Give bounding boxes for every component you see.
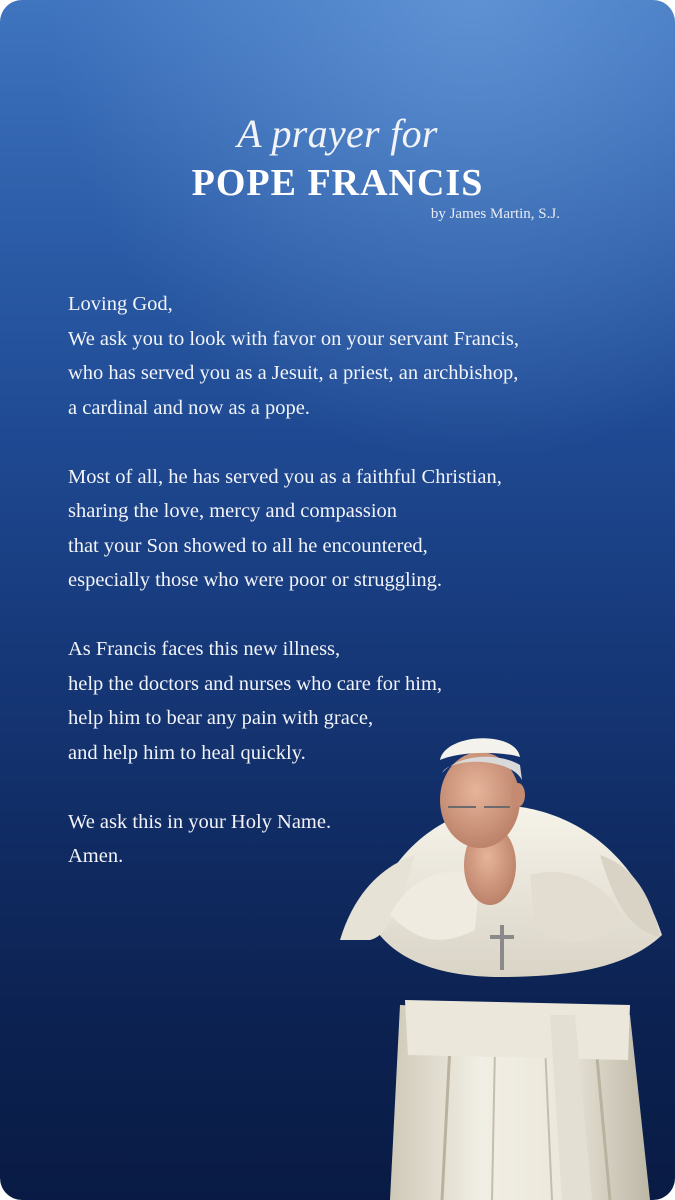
prayer-line: sharing the love, mercy and compassion bbox=[68, 500, 398, 522]
prayer-line: especially those who were poor or struggling. bbox=[68, 569, 443, 591]
prayer-line: and help him to heal quickly. bbox=[68, 741, 306, 764]
prayer-line: Amen. bbox=[68, 845, 124, 867]
stanza-2 bbox=[68, 460, 628, 598]
stanza-1 bbox=[68, 287, 628, 425]
prayer-line: a cardinal and now as a pope. bbox=[68, 396, 310, 419]
title-block bbox=[0, 108, 675, 206]
prayer-line: help him to bear any pain with grace, bbox=[68, 707, 374, 729]
byline: by James Martin, S.J. bbox=[430, 206, 560, 222]
prayer-line: that your Son showed to all he encountered, bbox=[68, 534, 428, 557]
prayer-line: As Francis faces this new illness, bbox=[68, 638, 341, 660]
prayer-line: Most of all, he has served you as a faithful Christian, bbox=[68, 465, 502, 488]
prayer-line: We ask this in your Holy Name. bbox=[68, 810, 332, 833]
prayer-line: We ask you to look with favor on your servant Francis, bbox=[68, 327, 519, 350]
prayer-line: help the doctors and nurses who care for him, bbox=[68, 672, 443, 695]
prayer-line: Loving God, bbox=[68, 293, 173, 315]
prayer-line: who has served you as a Jesuit, a priest, an archbishop, bbox=[68, 362, 519, 384]
title-script: A prayer for bbox=[237, 111, 438, 156]
praying-figure-image bbox=[330, 715, 675, 1200]
title-main: POPE FRANCIS bbox=[191, 162, 484, 204]
